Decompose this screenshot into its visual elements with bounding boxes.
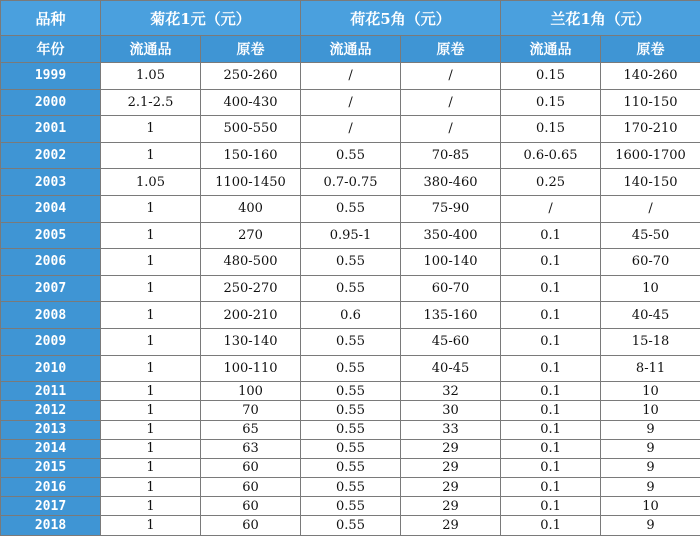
value-cell: 1600-1700 xyxy=(601,142,700,169)
value-cell: / xyxy=(601,195,700,222)
table-row xyxy=(1,516,700,535)
year-cell: 2007 xyxy=(1,275,101,302)
value-cell: / xyxy=(301,89,401,116)
value-cell: 1 xyxy=(101,142,201,169)
table-row xyxy=(1,420,700,439)
year-cell: 1999 xyxy=(1,63,101,90)
value-cell: 29 xyxy=(401,439,501,458)
value-cell: 400-430 xyxy=(201,89,301,116)
value-cell: 270 xyxy=(201,222,301,249)
table-row xyxy=(1,89,700,116)
value-cell: 400 xyxy=(201,195,301,222)
value-cell: 1 xyxy=(101,195,201,222)
value-cell: 0.55 xyxy=(301,249,401,276)
value-cell: 1 xyxy=(101,439,201,458)
value-cell: 0.15 xyxy=(501,89,601,116)
table-row xyxy=(1,275,700,302)
table-row xyxy=(1,478,700,497)
value-cell: 0.55 xyxy=(301,420,401,439)
table-row xyxy=(1,439,700,458)
value-cell: 0.15 xyxy=(501,116,601,143)
value-cell: 70-85 xyxy=(401,142,501,169)
group-header-row xyxy=(1,1,700,36)
value-cell: 45-50 xyxy=(601,222,700,249)
sub-header-circulated: 流通品 xyxy=(501,36,601,63)
value-cell: 110-150 xyxy=(601,89,700,116)
table-row xyxy=(1,169,700,196)
table-row xyxy=(1,222,700,249)
value-cell: 1 xyxy=(101,401,201,420)
sub-header-roll: 原卷 xyxy=(201,36,301,63)
year-cell: 2004 xyxy=(1,195,101,222)
value-cell: 0.25 xyxy=(501,169,601,196)
value-cell: 10 xyxy=(601,497,700,516)
value-cell: 0.1 xyxy=(501,458,601,477)
value-cell: 1 xyxy=(101,497,201,516)
value-cell: 1 xyxy=(101,222,201,249)
value-cell: 0.55 xyxy=(301,328,401,355)
value-cell: 0.55 xyxy=(301,275,401,302)
table-row xyxy=(1,382,700,401)
value-cell: 60 xyxy=(201,458,301,477)
value-cell: 1 xyxy=(101,302,201,329)
value-cell: / xyxy=(301,63,401,90)
year-cell: 2005 xyxy=(1,222,101,249)
value-cell: 60 xyxy=(201,478,301,497)
value-cell: 0.1 xyxy=(501,497,601,516)
value-cell: 140-150 xyxy=(601,169,700,196)
value-cell: 0.55 xyxy=(301,355,401,382)
value-cell: 9 xyxy=(601,420,700,439)
value-cell: 1 xyxy=(101,355,201,382)
value-cell: 1 xyxy=(101,458,201,477)
year-cell: 2016 xyxy=(1,478,101,497)
value-cell: / xyxy=(401,63,501,90)
year-cell: 2003 xyxy=(1,169,101,196)
sub-header-roll: 原卷 xyxy=(401,36,501,63)
value-cell: 0.1 xyxy=(501,222,601,249)
value-cell: 30 xyxy=(401,401,501,420)
year-cell: 2008 xyxy=(1,302,101,329)
value-cell: 0.95-1 xyxy=(301,222,401,249)
group-header-chrysanthemum: 菊花1元（元） xyxy=(101,1,301,36)
year-cell: 2009 xyxy=(1,328,101,355)
table-row xyxy=(1,63,700,90)
value-cell: 1.05 xyxy=(101,169,201,196)
table-body xyxy=(1,63,700,536)
value-cell: 60-70 xyxy=(401,275,501,302)
table-row xyxy=(1,195,700,222)
year-cell: 2014 xyxy=(1,439,101,458)
value-cell: / xyxy=(401,89,501,116)
value-cell: 1100-1450 xyxy=(201,169,301,196)
value-cell: 60-70 xyxy=(601,249,700,276)
value-cell: / xyxy=(501,195,601,222)
value-cell: 29 xyxy=(401,478,501,497)
value-cell: 100 xyxy=(201,382,301,401)
value-cell: 0.1 xyxy=(501,401,601,420)
value-cell: 250-270 xyxy=(201,275,301,302)
value-cell: 0.1 xyxy=(501,302,601,329)
value-cell: 350-400 xyxy=(401,222,501,249)
value-cell: 170-210 xyxy=(601,116,700,143)
value-cell: 10 xyxy=(601,401,700,420)
value-cell: 0.55 xyxy=(301,439,401,458)
year-column-header: 年份 xyxy=(1,36,101,63)
year-cell: 2013 xyxy=(1,420,101,439)
value-cell: 0.7-0.75 xyxy=(301,169,401,196)
sub-header-row xyxy=(1,36,700,63)
value-cell: 0.55 xyxy=(301,497,401,516)
value-cell: 380-460 xyxy=(401,169,501,196)
value-cell: 29 xyxy=(401,458,501,477)
value-cell: 9 xyxy=(601,478,700,497)
corner-label: 品种 xyxy=(1,1,101,36)
value-cell: 0.1 xyxy=(501,328,601,355)
value-cell: 15-18 xyxy=(601,328,700,355)
value-cell: 0.55 xyxy=(301,516,401,535)
value-cell: 140-260 xyxy=(601,63,700,90)
table-row xyxy=(1,458,700,477)
table-row xyxy=(1,355,700,382)
sub-header-circulated: 流通品 xyxy=(101,36,201,63)
value-cell: 0.1 xyxy=(501,478,601,497)
sub-header-roll: 原卷 xyxy=(601,36,700,63)
year-cell: 2018 xyxy=(1,516,101,535)
value-cell: 1 xyxy=(101,516,201,535)
year-cell: 2012 xyxy=(1,401,101,420)
group-header-orchid: 兰花1角（元） xyxy=(501,1,700,36)
value-cell: 65 xyxy=(201,420,301,439)
year-cell: 2015 xyxy=(1,458,101,477)
value-cell: 8-11 xyxy=(601,355,700,382)
value-cell: 0.55 xyxy=(301,458,401,477)
value-cell: 32 xyxy=(401,382,501,401)
value-cell: 10 xyxy=(601,382,700,401)
value-cell: 1 xyxy=(101,328,201,355)
value-cell: 0.1 xyxy=(501,249,601,276)
table-row xyxy=(1,142,700,169)
year-cell: 2001 xyxy=(1,116,101,143)
value-cell: 1 xyxy=(101,478,201,497)
value-cell: 0.1 xyxy=(501,355,601,382)
value-cell: 40-45 xyxy=(601,302,700,329)
value-cell: 2.1-2.5 xyxy=(101,89,201,116)
value-cell: 29 xyxy=(401,497,501,516)
value-cell: 0.1 xyxy=(501,382,601,401)
value-cell: 1 xyxy=(101,420,201,439)
value-cell: 40-45 xyxy=(401,355,501,382)
value-cell: 75-90 xyxy=(401,195,501,222)
year-cell: 2006 xyxy=(1,249,101,276)
value-cell: 100-140 xyxy=(401,249,501,276)
value-cell: 60 xyxy=(201,497,301,516)
value-cell: 0.6-0.65 xyxy=(501,142,601,169)
value-cell: 0.1 xyxy=(501,439,601,458)
year-cell: 2000 xyxy=(1,89,101,116)
table-row xyxy=(1,328,700,355)
value-cell: 135-160 xyxy=(401,302,501,329)
value-cell: 60 xyxy=(201,516,301,535)
value-cell: 100-110 xyxy=(201,355,301,382)
value-cell: 500-550 xyxy=(201,116,301,143)
value-cell: 480-500 xyxy=(201,249,301,276)
value-cell: 0.1 xyxy=(501,516,601,535)
value-cell: 9 xyxy=(601,516,700,535)
value-cell: 63 xyxy=(201,439,301,458)
table-row xyxy=(1,401,700,420)
group-header-lotus: 荷花5角（元） xyxy=(301,1,501,36)
value-cell: 70 xyxy=(201,401,301,420)
value-cell: 33 xyxy=(401,420,501,439)
value-cell: 1.05 xyxy=(101,63,201,90)
value-cell: 1 xyxy=(101,249,201,276)
year-cell: 2010 xyxy=(1,355,101,382)
value-cell: / xyxy=(401,116,501,143)
value-cell: 29 xyxy=(401,516,501,535)
value-cell: 1 xyxy=(101,275,201,302)
table-row xyxy=(1,497,700,516)
value-cell: 0.1 xyxy=(501,420,601,439)
value-cell: 150-160 xyxy=(201,142,301,169)
year-cell: 2017 xyxy=(1,497,101,516)
value-cell: 10 xyxy=(601,275,700,302)
sub-header-circulated: 流通品 xyxy=(301,36,401,63)
value-cell: 9 xyxy=(601,439,700,458)
value-cell: 0.55 xyxy=(301,401,401,420)
value-cell: 1 xyxy=(101,116,201,143)
value-cell: 45-60 xyxy=(401,328,501,355)
value-cell: 0.55 xyxy=(301,382,401,401)
table-row xyxy=(1,116,700,143)
value-cell: 250-260 xyxy=(201,63,301,90)
value-cell: 0.55 xyxy=(301,478,401,497)
table-row xyxy=(1,249,700,276)
value-cell: 0.6 xyxy=(301,302,401,329)
value-cell: 0.1 xyxy=(501,275,601,302)
value-cell: 0.55 xyxy=(301,195,401,222)
year-cell: 2011 xyxy=(1,382,101,401)
value-cell: 1 xyxy=(101,382,201,401)
year-cell: 2002 xyxy=(1,142,101,169)
value-cell: 130-140 xyxy=(201,328,301,355)
value-cell: 200-210 xyxy=(201,302,301,329)
value-cell: 0.55 xyxy=(301,142,401,169)
value-cell: / xyxy=(301,116,401,143)
table-row xyxy=(1,302,700,329)
value-cell: 0.15 xyxy=(501,63,601,90)
value-cell: 9 xyxy=(601,458,700,477)
